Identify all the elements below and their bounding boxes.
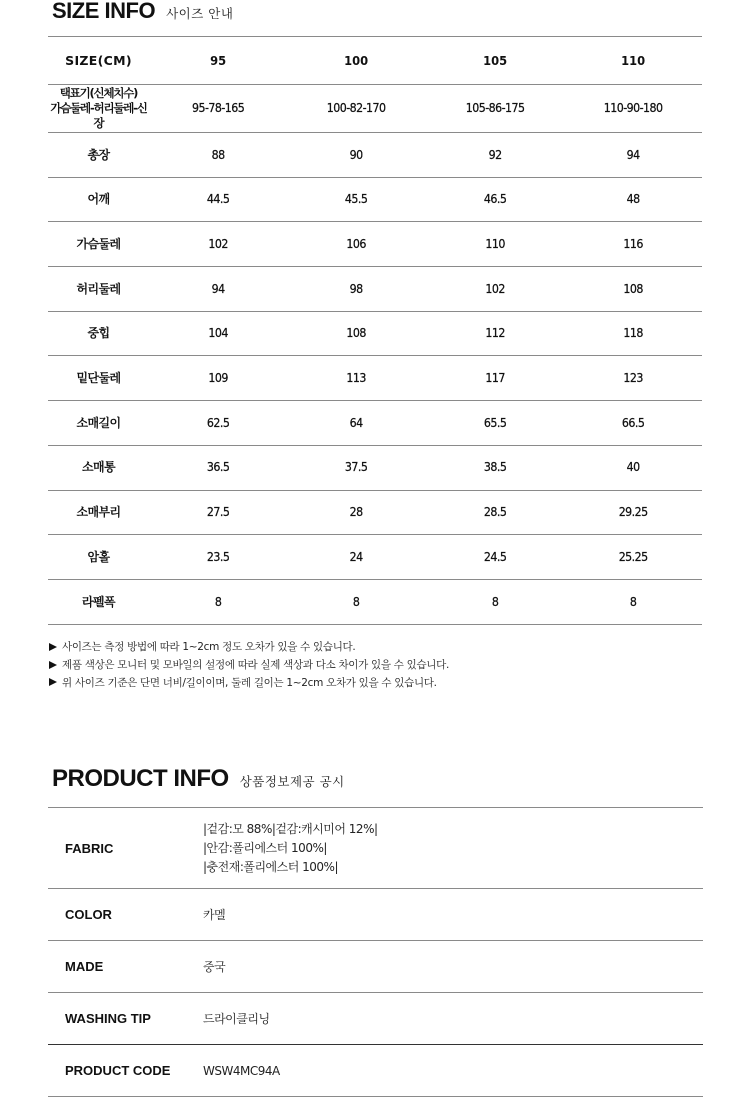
table-cell: 40 [626,460,640,475]
note-text: 제품 색상은 모니터 및 모바일의 설정에 따라 실제 색상과 다소 차이가 있을 수 있습니다. [62,659,450,672]
table-cell: 108 [346,326,367,341]
product-row-value: 카멜 [203,908,226,922]
table-row [48,267,702,312]
table-cell: 106 [346,237,367,252]
product-info-title: PRODUCT INFO [52,765,229,792]
table-cell: 110 [484,237,505,252]
note-text: 사이즈는 측정 방법에 따라 1~2cm 정도 오차가 있을 수 있습니다. [62,641,356,654]
size-info-subtitle: 사이즈 안내 [166,6,234,21]
row-label [48,86,149,131]
table-row [48,401,702,446]
row-label: 어깨 [87,192,110,207]
product-row-fabric [48,808,703,889]
tag-label-line2: 가슴둘레-허리둘레-신장 [50,101,147,130]
table-cell: 98 [349,281,363,296]
table-cell: 92 [488,147,502,162]
note-text: 위 사이즈 기준은 단면 너비/길이이며, 둘레 길이는 1~2cm 오차가 있을 수 있습니다. [62,676,437,689]
fabric-value [203,820,378,877]
table-cell: 123 [623,371,643,386]
product-row-label: PRODUCT CODE [65,1063,171,1078]
row-label: 소매부리 [76,505,121,520]
size-notes [49,638,449,691]
size-header-105: 105 [482,53,507,68]
product-row-value: 중국 [203,960,226,974]
table-cell: 117 [484,371,505,386]
table-cell: 36.5 [206,460,230,475]
table-cell: 100-82-170 [327,101,386,116]
product-row-value: WSW4MC94A [203,1063,280,1078]
table-cell: 24 [349,549,363,564]
table-row [48,133,702,178]
table-cell: 105-86-175 [465,101,524,116]
size-info-heading [52,0,233,24]
row-label: 소매통 [82,460,115,475]
product-row-made [48,941,703,993]
table-cell: 25.25 [618,549,648,564]
triangle-right-icon [49,643,57,651]
product-row-label: MADE [65,959,104,974]
table-row [48,312,702,357]
product-info-table [48,807,703,1097]
fabric-line: |충전재:폴리에스터 100%| [203,859,338,874]
note-item [49,674,449,692]
table-row [48,535,702,580]
table-cell: 112 [484,326,505,341]
table-cell: 108 [623,281,643,296]
table-row [48,491,702,536]
table-cell: 48 [626,192,640,207]
row-label: 밑단둘레 [76,371,121,386]
product-row-label: WASHING TIP [65,1011,151,1026]
table-cell: 38.5 [483,460,506,475]
row-label: 라펠폭 [82,594,115,609]
table-row [48,446,702,491]
table-cell: 95-78-165 [192,101,245,116]
row-label: 암홀 [87,549,110,564]
product-row-washing-tip [48,993,703,1045]
table-cell: 46.5 [483,192,506,207]
table-cell: 118 [623,326,643,341]
row-label: 중힙 [87,326,110,341]
row-label: 총장 [87,147,110,162]
triangle-right-icon [49,661,57,669]
fabric-line: |겉감:모 88%|겉감:캐시미어 12%| [203,821,378,836]
table-cell: 110-90-180 [603,101,663,116]
size-table [48,36,702,625]
table-row [48,580,702,625]
tag-label-line1: 택표기(신체치수) [59,86,138,101]
table-cell: 102 [208,237,228,252]
table-cell: 66.5 [621,415,645,430]
table-row [48,356,702,401]
row-label: 허리둘레 [76,281,121,296]
row-label: 가슴둘레 [76,237,121,252]
table-cell: 45.5 [345,192,368,207]
row-label: 소매길이 [76,415,121,430]
size-table-row-tag [48,85,702,133]
table-cell: 28.5 [483,505,506,520]
size-table-header-row [48,37,702,85]
table-cell: 8 [353,594,360,609]
table-cell: 94 [626,147,640,162]
product-row-label: COLOR [65,907,112,922]
table-cell: 94 [211,281,225,296]
size-header-label: SIZE(CM) [65,53,132,68]
product-row-value: 드라이클리닝 [203,1012,270,1026]
product-info-heading [52,765,345,793]
table-cell: 24.5 [483,549,506,564]
product-row-color [48,889,703,941]
product-row-product-code [48,1045,703,1097]
size-header-110: 110 [620,53,645,68]
table-cell: 102 [484,281,505,296]
table-cell: 104 [208,326,228,341]
table-cell: 109 [208,371,228,386]
product-info-subtitle: 상품정보제공 공시 [239,774,345,789]
table-cell: 28 [349,505,363,520]
table-cell: 23.5 [206,549,230,564]
note-item [49,656,449,674]
table-row [48,178,702,223]
table-cell: 88 [211,147,225,162]
size-info-title: SIZE INFO [52,0,156,23]
table-cell: 62.5 [206,415,230,430]
size-header-95: 95 [210,53,227,68]
table-cell: 65.5 [483,415,506,430]
table-cell: 37.5 [345,460,368,475]
size-header-100: 100 [344,53,369,68]
product-row-label: FABRIC [65,840,114,856]
table-cell: 64 [349,415,363,430]
table-row [48,222,702,267]
table-cell: 44.5 [206,192,230,207]
table-cell: 27.5 [206,505,230,520]
table-cell: 8 [629,594,637,609]
table-cell: 113 [346,371,367,386]
table-cell: 8 [491,594,498,609]
table-cell: 116 [623,237,643,252]
table-cell: 29.25 [618,505,648,520]
table-cell: 8 [214,594,222,609]
fabric-line: |안감:폴리에스터 100%| [203,840,327,855]
note-item [49,638,449,656]
triangle-right-icon [49,678,57,686]
table-cell: 90 [349,147,363,162]
